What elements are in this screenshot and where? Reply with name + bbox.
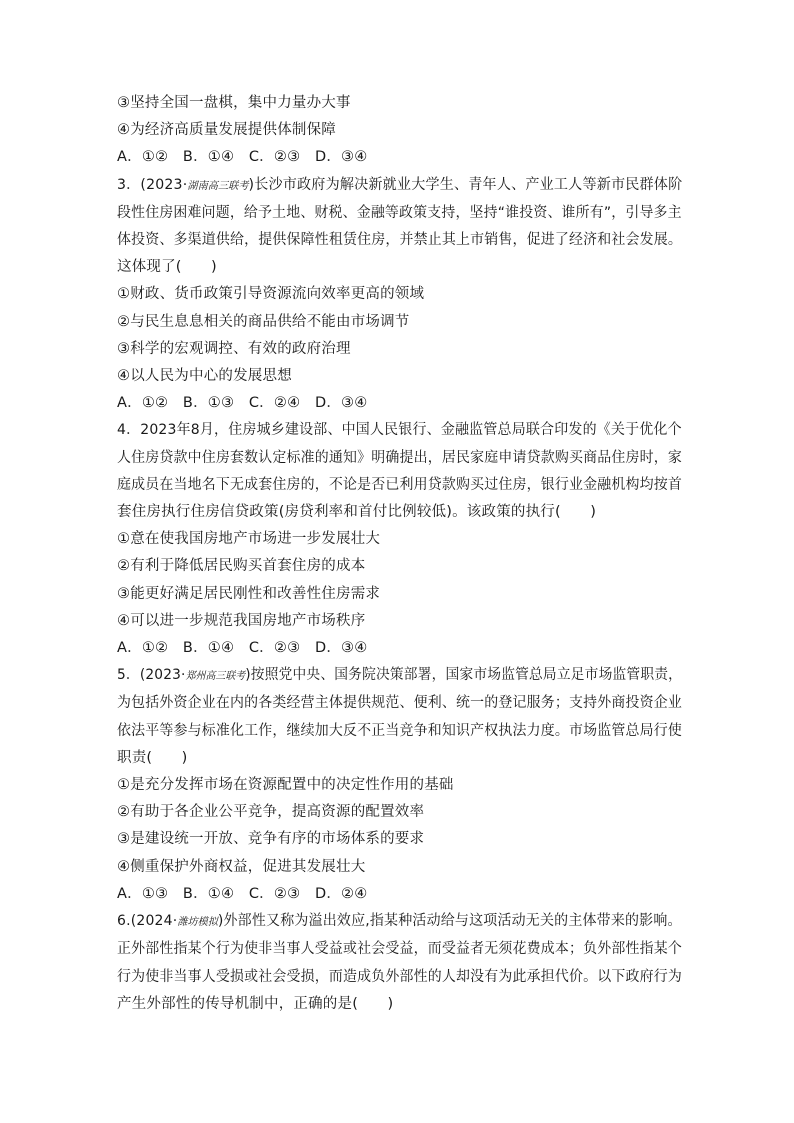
q5-option-3: ③是建设统一开放、竞争有序的市场体系的要求	[117, 831, 425, 848]
q5-answer-choices: A．①③ B．①④ C．②③ D．②④	[117, 885, 368, 902]
q3-option-1: ①财政、货币政策引导资源流向效率更高的领域	[117, 286, 425, 303]
q5-source-year: 2023·	[145, 667, 186, 684]
q5-stem-text: )按照党中央、国务院决策部署，国家市场监管总局立足市场监管职责，	[245, 667, 683, 684]
q6-source-year: 2024·	[136, 913, 178, 930]
q4-stem-line-4: 套住房执行住房信贷政策(房贷利率和首付比例较低)。该政策的执行( )	[117, 504, 597, 521]
q4-option-2: ②有利于降低居民购买首套住房的成本	[117, 558, 366, 575]
q5-source: 郑州高三联考	[185, 670, 246, 683]
q5-stem-line-2: 为包括外资企业在内的各类经营主体提供规范、便利、统一的登记服务；支持外商投资企业	[117, 695, 683, 712]
q5-option-2: ②有助于各企业公平竞争，提高资源的配置效率	[117, 804, 425, 821]
q6-stem-line-1	[117, 908, 682, 936]
q5-stem-line-1	[117, 662, 683, 690]
q6-stem-text: )外部性又称为溢出效应,指某种活动给与这项活动无关的主体带来的影响。	[217, 913, 682, 930]
q6-stem-line-4: 产生外部性的传导机制中，正确的是( )	[117, 995, 394, 1012]
q4-stem-line-1: 4．2023年8月，住房城乡建设部、中国人民银行、金融监管总局联合印发的《关于优化个	[117, 422, 682, 439]
q3-stem-line-3: 体投资、多渠道供给，提供保障性租赁住房，并禁止其上市销售，促进了经济和社会发展。	[117, 232, 683, 249]
q3-stem-text: )长沙市政府为解决新就业大学生、青年人、产业工人等新市民群体阶	[248, 176, 683, 193]
q6-source: 潍坊模拟	[177, 916, 218, 929]
q3-option-3: ③科学的宏观调控、有效的政府治理	[117, 340, 351, 357]
q4-option-1: ①意在使我国房地产市场进一步发展壮大	[117, 531, 381, 548]
q5-number: 5．(	[117, 667, 146, 684]
question-content	[117, 90, 682, 1018]
q5-option-1: ①是充分发挥市场在资源配置中的决定性作用的基础	[117, 777, 454, 794]
q2-option-3: ③坚持全国一盘棋，集中力量办大事	[117, 95, 351, 111]
q5-stem-line-3: 依法平等参与标准化工作，继续加大反不正当竞争和知识产权执法力度。市场监管总局行使	[117, 722, 683, 739]
q6-stem-line-3: 行为使非当事人受损或社会受损，而造成负外部性的人却没有为此承担代价。以下政府行为	[117, 968, 683, 985]
q2-option-4: ④为经济高质量发展提供体制保障	[117, 122, 336, 139]
q5-option-4: ④侧重保护外商权益，促进其发展壮大	[117, 858, 366, 875]
q3-option-4: ④以人民为中心的发展思想	[117, 368, 292, 385]
q3-number: 3．(	[117, 176, 147, 193]
q3-stem-line-1	[117, 172, 683, 200]
q3-answer-choices: A．①② B．①③ C．②④ D．③④	[117, 395, 368, 412]
q3-source-year: 2023·	[146, 176, 188, 193]
q5-stem-line-4: 职责( )	[117, 749, 188, 766]
q3-option-2: ②与民生息息相关的商品供给不能由市场调节	[117, 313, 410, 330]
q4-option-3: ③能更好满足居民刚性和改善性住房需求	[117, 585, 381, 602]
q2-answer-choices: A．①② B．①④ C．②③ D．③④	[117, 149, 368, 166]
q4-stem-line-2: 人住房贷款中住房套数认定标准的通知》明确提出，居民家庭申请贷款购买商品住房时，家	[117, 449, 683, 466]
q4-option-4: ④可以进一步规范我国房地产市场秩序	[117, 612, 366, 629]
q6-number: 6.(	[117, 913, 137, 930]
q3-stem-line-4: 这体现了( )	[117, 259, 217, 276]
q3-stem-line-2: 段性住房困难问题，给予土地、财税、金融等政策支持，坚持“谁投资、谁所有”，引导多主	[117, 204, 682, 221]
q3-source: 湖南高三联考	[187, 179, 249, 192]
q6-stem-line-2: 正外部性指某个行为使非当事人受益或社会受益，而受益者无须花费成本；负外部性指某个	[117, 941, 683, 958]
q4-answer-choices: A．①② B．①④ C．②③ D．③④	[117, 640, 368, 657]
q4-stem-line-3: 庭成员在当地名下无成套住房的，不论是否已利用贷款购买过住房，银行业金融机构均按首	[117, 476, 683, 493]
